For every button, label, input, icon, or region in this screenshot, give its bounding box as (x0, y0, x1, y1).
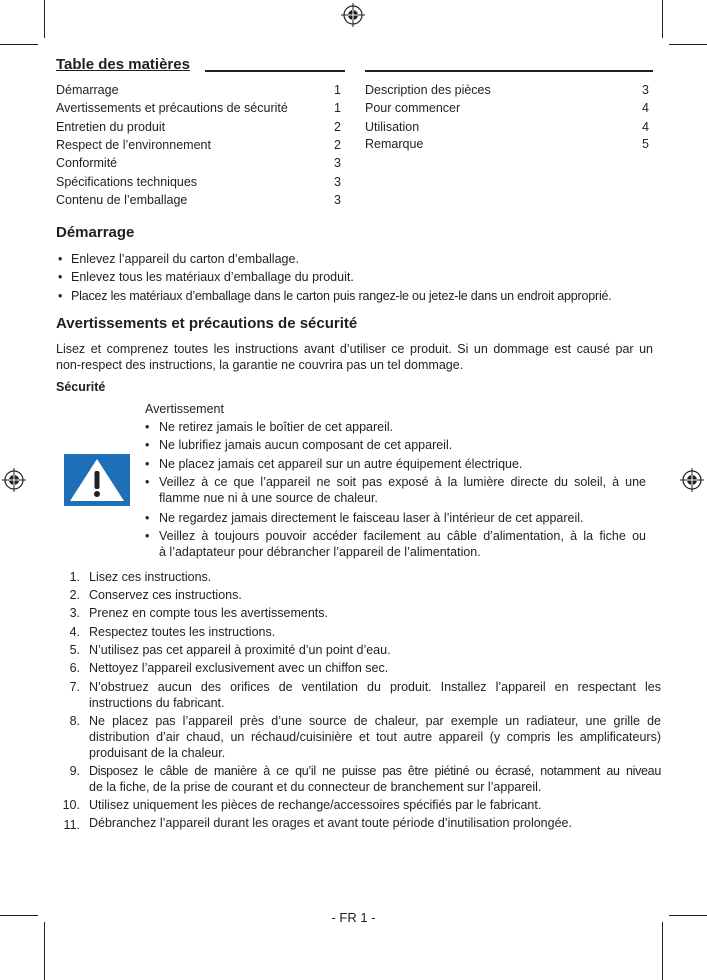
crop-mark (662, 0, 663, 38)
section-heading-safety: Avertissements et précautions de sécurité (56, 315, 358, 332)
toc-entry-label: Utilisation (365, 120, 420, 134)
bullet-marker: • (58, 252, 63, 266)
safety-intro-line: non-respect des instructions, la garantie ne couvrira pas un tel dommage. (56, 358, 464, 372)
warning-item: Veillez à toujours pouvoir accéder facilement au câble d’alimentation, à la fiche ou (159, 529, 646, 543)
toc-entry-label: Démarrage (56, 83, 119, 97)
toc-entry-page: 3 (334, 175, 341, 189)
warning-item: Ne regardez jamais directement le faisceau laser à l’intérieur de cet appareil. (159, 511, 584, 525)
instruction-number: 11. (63, 818, 80, 832)
toc-entry-label: Pour commencer (365, 101, 461, 115)
toc-entry-page: 3 (334, 156, 341, 170)
page-number: - FR 1 - (331, 910, 376, 925)
toc-entry-page: 1 (334, 83, 341, 97)
warning-item: Ne retirez jamais le boîtier de cet appareil. (159, 420, 394, 434)
toc-entry-label: Description des pièces (365, 83, 491, 97)
bullet-marker: • (145, 457, 150, 471)
instruction-number: 8. (69, 714, 80, 728)
toc-entry-page: 2 (334, 120, 341, 134)
list-item: Placez les matériaux d’emballage dans le carton puis rangez-le ou jetez-le dans un endroit approprié. (71, 289, 612, 303)
instruction-item: Lisez ces instructions. (89, 570, 212, 584)
warning-title: Avertissement (145, 402, 224, 416)
bullet-marker: • (58, 289, 63, 303)
safety-intro-line: Lisez et comprenez toutes les instructions avant d’utiliser ce produit. Si un dommage est causé par un (56, 342, 653, 356)
instruction-item: Débranchez l’appareil durant les orages et avant toute période d’inutilisation prolongée. (89, 816, 572, 830)
warning-item-continued: flamme nue ni à une source de chaleur. (159, 491, 378, 505)
warning-item: Veillez à ce que l’appareil ne soit pas exposé à la lumière directe du soleil, à une (159, 475, 646, 489)
instruction-item-continued: produisant de la chaleur. (89, 746, 226, 760)
instruction-number: 2. (69, 588, 80, 602)
toc-title: Table des matières (56, 56, 190, 73)
instruction-item: Prenez en compte tous les avertissements. (89, 606, 329, 620)
instruction-item: Conservez ces instructions. (89, 588, 242, 602)
registration-mark-icon (341, 3, 365, 27)
instruction-number: 7. (69, 680, 80, 694)
instruction-number: 6. (69, 661, 80, 675)
instruction-number: 1. (69, 570, 80, 584)
instruction-item-continued: distribution d’air chaud, un réchaud/cuisinière et tout autre appareil (y compris les amplificateurs) (89, 730, 661, 744)
safety-subheading: Sécurité (56, 380, 106, 394)
toc-entry-page: 3 (334, 193, 341, 207)
instruction-number: 9. (69, 764, 80, 778)
toc-entry-page: 4 (642, 101, 649, 115)
toc-entry-page: 4 (642, 120, 649, 134)
instruction-number: 10. (62, 798, 80, 812)
instruction-number: 4. (69, 625, 80, 639)
instruction-item: Ne placez pas l’appareil près d’une source de chaleur, par exemple un radiateur, une grille de (89, 714, 661, 728)
section-heading-demarrage: Démarrage (56, 224, 135, 241)
toc-entry-label: Spécifications techniques (56, 175, 198, 189)
bullet-marker: • (145, 438, 150, 452)
instruction-item: Utilisez uniquement les pièces de rechange/accessoires spécifiés par le fabricant. (89, 798, 542, 812)
warning-icon (64, 454, 130, 506)
crop-mark (44, 0, 45, 38)
list-item: Enlevez tous les matériaux d’emballage du produit. (71, 270, 354, 284)
warning-item-continued: à l’adaptateur pour débrancher l’appareil de l’alimentation. (159, 545, 481, 559)
toc-entry-label: Remarque (365, 137, 424, 151)
crop-mark (0, 44, 38, 45)
bullet-marker: • (145, 475, 150, 489)
crop-mark (44, 922, 45, 980)
registration-mark-icon (680, 468, 704, 492)
toc-entry-label: Contenu de l’emballage (56, 193, 188, 207)
toc-entry-label: Avertissements et précautions de sécurité (56, 101, 288, 115)
warning-item: Ne placez jamais cet appareil sur un autre équipement électrique. (159, 457, 523, 471)
instruction-item: Disposez le câble de manière à ce qu’il ne puisse pas être piétiné ou écrasé, notamment au niveau (89, 764, 661, 778)
toc-entry-label: Conformité (56, 156, 118, 170)
instruction-item: N’utilisez pas cet appareil à proximité d’un point d’eau. (89, 643, 391, 657)
list-item: Enlevez l’appareil du carton d’emballage. (71, 252, 299, 266)
crop-mark (669, 44, 707, 45)
instruction-item-continued: de la fiche, de la prise de courant et du connecteur de branchement sur l’appareil. (89, 780, 542, 794)
instruction-number: 3. (69, 606, 80, 620)
toc-entry-page: 5 (642, 137, 649, 151)
toc-entry-page: 2 (334, 138, 341, 152)
toc-rule (205, 70, 345, 72)
instruction-item: Respectez toutes les instructions. (89, 625, 276, 639)
toc-entry-page: 1 (334, 101, 341, 115)
toc-entry-label: Respect de l’environnement (56, 138, 211, 152)
bullet-marker: • (145, 511, 150, 525)
crop-mark (662, 922, 663, 980)
registration-mark-icon (2, 468, 26, 492)
instruction-item: N’obstruez aucun des orifices de ventilation du produit. Installez l’appareil en respectant les (89, 680, 661, 694)
instruction-item-continued: instructions du fabricant. (89, 696, 225, 710)
toc-entry-label: Entretien du produit (56, 120, 166, 134)
bullet-marker: • (145, 529, 150, 543)
warning-item: Ne lubrifiez jamais aucun composant de cet appareil. (159, 438, 453, 452)
bullet-marker: • (145, 420, 150, 434)
instruction-number: 5. (69, 643, 80, 657)
toc-entry-page: 3 (642, 83, 649, 97)
instruction-item: Nettoyez l’appareil exclusivement avec un chiffon sec. (89, 661, 389, 675)
bullet-marker: • (58, 270, 63, 284)
toc-rule (365, 70, 653, 72)
